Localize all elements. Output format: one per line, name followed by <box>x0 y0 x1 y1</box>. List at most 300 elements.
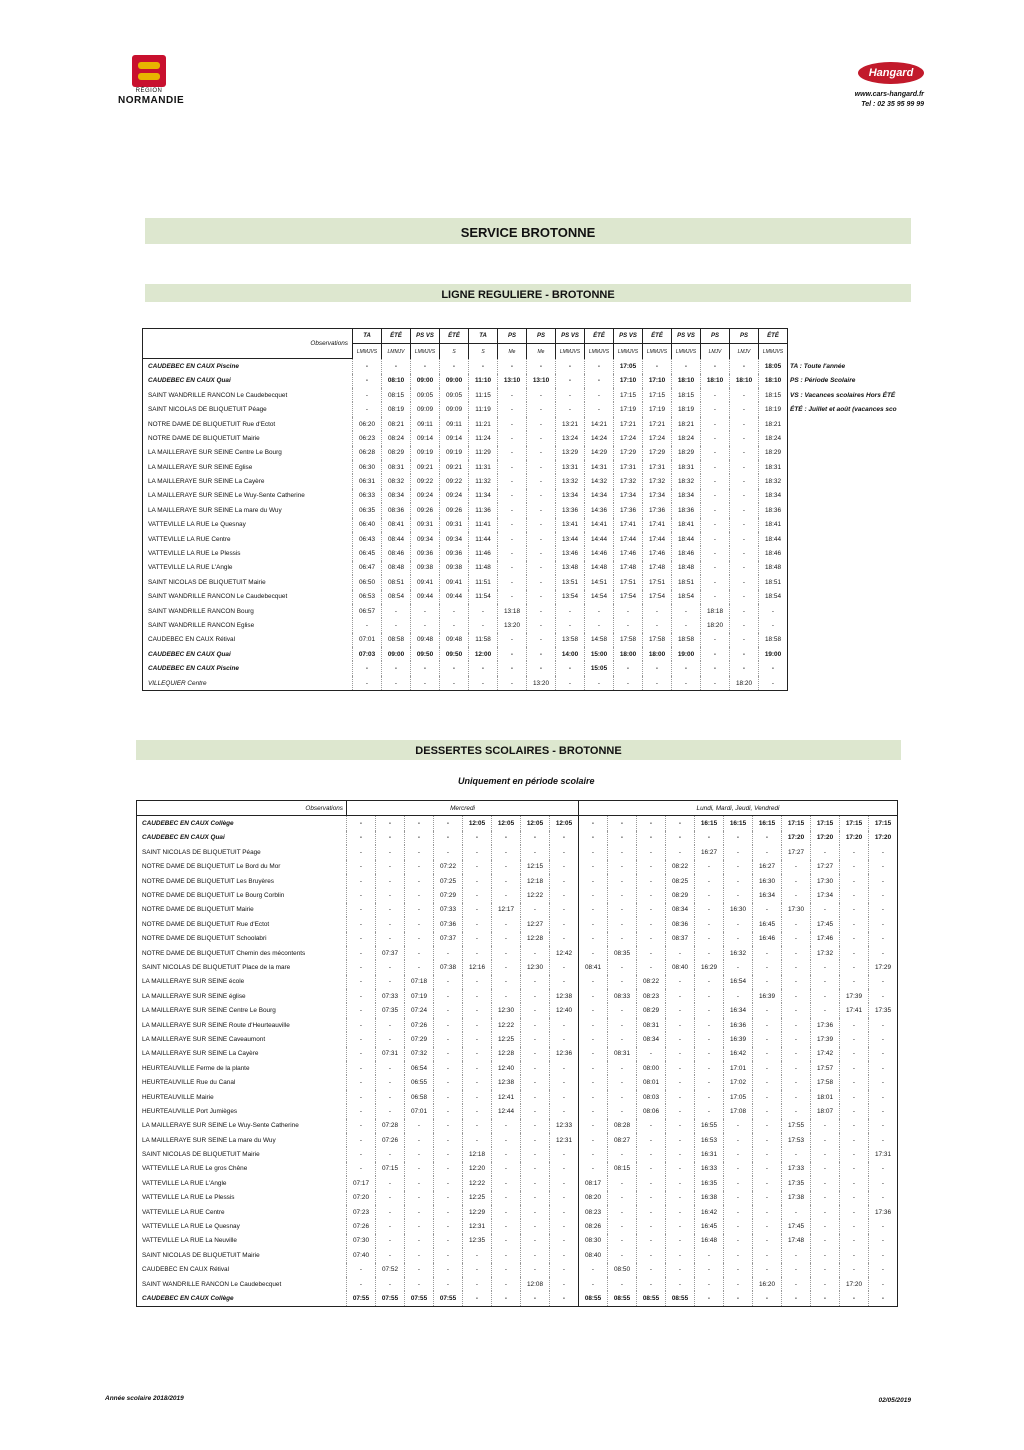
time-cell: 08:15 <box>382 388 411 402</box>
table-row <box>137 1277 898 1291</box>
time-cell: - <box>608 1061 637 1075</box>
time-cell: 12:28 <box>492 1047 521 1061</box>
time-cell: - <box>869 1090 898 1104</box>
time-cell: - <box>556 676 585 691</box>
normandy-shield-icon <box>132 55 166 87</box>
time-cell: 16:39 <box>753 989 782 1003</box>
time-cell: 17:41 <box>643 518 672 532</box>
time-cell: 11:21 <box>469 417 498 431</box>
time-cell: 09:11 <box>440 417 469 431</box>
time-cell: - <box>782 917 811 931</box>
time-cell: - <box>782 960 811 974</box>
column-days: Me <box>527 344 556 359</box>
time-cell: - <box>614 618 643 632</box>
stop-name: NOTRE DAME DE BLIQUETUIT Le Bourg Corblin <box>142 892 285 900</box>
time-cell: - <box>753 831 782 845</box>
time-cell: 07:36 <box>434 917 463 931</box>
time-cell: - <box>701 546 730 560</box>
time-cell: - <box>550 960 579 974</box>
time-cell: - <box>608 1075 637 1089</box>
time-cell: - <box>753 1263 782 1277</box>
time-cell: 17:32 <box>811 946 840 960</box>
time-cell: - <box>376 1219 405 1233</box>
time-cell: - <box>608 1003 637 1017</box>
table-row <box>137 946 898 960</box>
time-cell: 16:27 <box>695 845 724 859</box>
table-row <box>143 661 788 675</box>
time-cell: - <box>550 845 579 859</box>
time-cell: - <box>608 1234 637 1248</box>
time-cell: 17:20 <box>840 1277 869 1291</box>
time-cell: - <box>521 1147 550 1161</box>
time-cell: - <box>759 676 788 691</box>
time-cell: - <box>585 374 614 388</box>
time-cell: 14:00 <box>556 647 585 661</box>
time-cell: - <box>527 359 556 374</box>
time-cell: - <box>811 989 840 1003</box>
time-cell: - <box>840 1191 869 1205</box>
time-cell: 18:21 <box>672 417 701 431</box>
time-cell: - <box>753 1075 782 1089</box>
time-cell: - <box>840 1147 869 1161</box>
time-cell: - <box>463 1061 492 1075</box>
time-cell: 07:23 <box>347 1205 376 1219</box>
time-cell: 18:54 <box>672 590 701 604</box>
time-cell: 17:36 <box>643 503 672 517</box>
time-cell: - <box>579 1277 608 1291</box>
time-cell: 07:26 <box>347 1219 376 1233</box>
time-cell: 09:41 <box>411 575 440 589</box>
time-cell: 16:33 <box>695 1162 724 1176</box>
time-cell: 12:15 <box>521 860 550 874</box>
time-cell: 15:00 <box>585 647 614 661</box>
time-cell: - <box>347 816 376 831</box>
time-cell: 08:41 <box>579 960 608 974</box>
time-cell: 18:00 <box>614 647 643 661</box>
time-cell: - <box>753 1147 782 1161</box>
table-row <box>143 417 788 431</box>
time-cell: - <box>695 975 724 989</box>
time-cell: 08:55 <box>579 1291 608 1306</box>
time-cell: - <box>579 1133 608 1147</box>
stop-name: VATTEVILLE LA RUE Le gros Chêne <box>142 1165 248 1173</box>
time-cell: 07:22 <box>434 860 463 874</box>
time-cell: - <box>672 359 701 374</box>
time-cell: - <box>579 1061 608 1075</box>
time-cell: 18:07 <box>811 1104 840 1118</box>
column-code: TA <box>469 329 498 344</box>
time-cell: 07:26 <box>405 1018 434 1032</box>
time-cell: 09:00 <box>382 647 411 661</box>
time-cell: 08:55 <box>666 1291 695 1306</box>
time-cell: - <box>492 1205 521 1219</box>
time-cell: - <box>730 647 759 661</box>
time-cell: 06:58 <box>405 1090 434 1104</box>
time-cell: - <box>869 1248 898 1262</box>
time-cell: - <box>550 1205 579 1219</box>
time-cell: - <box>782 874 811 888</box>
time-cell: 18:36 <box>759 503 788 517</box>
time-cell: 18:15 <box>759 388 788 402</box>
time-cell: - <box>869 1291 898 1306</box>
time-cell: 12:22 <box>521 888 550 902</box>
time-cell: - <box>463 946 492 960</box>
time-cell: - <box>840 917 869 931</box>
time-cell: - <box>672 661 701 675</box>
table-row <box>143 561 788 575</box>
time-cell: - <box>492 1291 521 1306</box>
time-cell: - <box>695 1075 724 1089</box>
time-cell: - <box>405 888 434 902</box>
time-cell: - <box>492 845 521 859</box>
time-cell: - <box>869 1061 898 1075</box>
time-cell: - <box>730 633 759 647</box>
time-cell: - <box>579 1119 608 1133</box>
time-cell: - <box>695 1291 724 1306</box>
column-code: ÉTÉ <box>759 329 788 344</box>
time-cell: - <box>695 1248 724 1262</box>
stop-name: VATTEVILLE LA RUE La Neuville <box>142 1237 237 1245</box>
time-cell: 18:00 <box>643 647 672 661</box>
time-cell: - <box>434 975 463 989</box>
time-cell: 17:54 <box>643 590 672 604</box>
time-cell: 18:29 <box>759 446 788 460</box>
time-cell: - <box>701 590 730 604</box>
time-cell: 09:21 <box>411 460 440 474</box>
time-cell: - <box>666 1191 695 1205</box>
time-cell: - <box>463 1047 492 1061</box>
time-cell: 16:45 <box>753 917 782 931</box>
time-cell: - <box>405 903 434 917</box>
stop-name: LA MAILLERAYE SUR SEINE Le Wuy-Sente Catherine <box>142 1122 299 1130</box>
time-cell: - <box>347 860 376 874</box>
time-cell: - <box>434 1047 463 1061</box>
time-cell: 08:40 <box>579 1248 608 1262</box>
time-cell: - <box>405 917 434 931</box>
time-cell: - <box>434 1162 463 1176</box>
time-cell: 08:22 <box>666 860 695 874</box>
time-cell: 07:26 <box>376 1133 405 1147</box>
column-code: PS <box>498 329 527 344</box>
time-cell: 12:31 <box>550 1133 579 1147</box>
time-cell: 06:23 <box>353 431 382 445</box>
time-cell: 12:05 <box>550 816 579 831</box>
time-cell: - <box>637 1133 666 1147</box>
phone-number: Tel : 02 35 95 99 99 <box>861 101 924 108</box>
time-cell: - <box>521 1047 550 1061</box>
stop-name: VATTEVILLE LA RUE Le Quesnay <box>142 1223 240 1231</box>
time-cell: 07:31 <box>376 1047 405 1061</box>
time-cell: 13:31 <box>556 460 585 474</box>
time-cell: - <box>730 388 759 402</box>
time-cell: - <box>753 1291 782 1306</box>
time-cell: 17:58 <box>614 633 643 647</box>
time-cell: - <box>579 1104 608 1118</box>
time-cell: - <box>463 1018 492 1032</box>
time-cell: - <box>579 1075 608 1089</box>
time-cell: 08:21 <box>382 417 411 431</box>
time-cell: - <box>550 917 579 931</box>
time-cell: - <box>347 1162 376 1176</box>
time-cell: - <box>550 1061 579 1075</box>
time-cell: - <box>463 874 492 888</box>
time-cell: - <box>869 903 898 917</box>
time-cell: - <box>840 932 869 946</box>
time-cell: 18:46 <box>759 546 788 560</box>
time-cell: 17:45 <box>811 917 840 931</box>
time-cell: - <box>434 1061 463 1075</box>
observations-label: Observations <box>143 329 353 359</box>
time-cell: 08:23 <box>579 1205 608 1219</box>
time-cell: 11:36 <box>469 503 498 517</box>
time-cell: - <box>701 388 730 402</box>
time-cell: 08:50 <box>608 1263 637 1277</box>
time-cell: - <box>724 932 753 946</box>
time-cell: - <box>579 917 608 931</box>
time-cell: 09:21 <box>440 460 469 474</box>
time-cell: 17:02 <box>724 1075 753 1089</box>
time-cell: - <box>376 860 405 874</box>
column-code: PS <box>730 329 759 344</box>
time-cell: - <box>498 546 527 560</box>
time-cell: - <box>869 1219 898 1233</box>
time-cell: 08:32 <box>382 474 411 488</box>
column-days: LMJV <box>701 344 730 359</box>
time-cell: 09:36 <box>411 546 440 560</box>
time-cell: - <box>608 975 637 989</box>
time-cell: - <box>498 446 527 460</box>
time-cell: 06:30 <box>353 460 382 474</box>
time-cell: - <box>695 946 724 960</box>
time-cell: - <box>463 932 492 946</box>
time-cell: - <box>440 661 469 675</box>
time-cell: 17:36 <box>811 1018 840 1032</box>
time-cell: - <box>550 1263 579 1277</box>
page-title: SERVICE BROTONNE <box>460 225 596 240</box>
time-cell: - <box>637 1263 666 1277</box>
time-cell: 12:27 <box>521 917 550 931</box>
time-cell: - <box>840 1075 869 1089</box>
time-cell: 07:29 <box>434 888 463 902</box>
time-cell: - <box>701 647 730 661</box>
time-cell: - <box>376 1191 405 1205</box>
stop-name: VATTEVILLE LA RUE L'Angle <box>142 1179 227 1187</box>
time-cell: - <box>724 860 753 874</box>
time-cell: 09:05 <box>440 388 469 402</box>
time-cell: - <box>724 960 753 974</box>
time-cell: 08:55 <box>637 1291 666 1306</box>
time-cell: 08:34 <box>637 1032 666 1046</box>
time-cell: - <box>724 1291 753 1306</box>
column-code: PS <box>527 329 556 344</box>
time-cell: 12:44 <box>492 1104 521 1118</box>
time-cell: - <box>753 1234 782 1248</box>
time-cell: - <box>405 874 434 888</box>
time-cell: - <box>811 903 840 917</box>
time-cell: 08:55 <box>608 1291 637 1306</box>
time-cell: - <box>637 874 666 888</box>
time-cell: - <box>614 604 643 618</box>
time-cell: 18:36 <box>672 503 701 517</box>
time-cell: - <box>637 1147 666 1161</box>
time-cell: - <box>440 359 469 374</box>
time-cell: - <box>527 633 556 647</box>
stop-name: VATTEVILLE LA RUE Le Quesnay <box>148 521 246 529</box>
time-cell: 07:25 <box>434 874 463 888</box>
time-cell: - <box>353 618 382 632</box>
time-cell: 17:39 <box>840 989 869 1003</box>
time-cell: 17:31 <box>643 460 672 474</box>
time-cell: - <box>782 932 811 946</box>
time-cell: - <box>556 402 585 416</box>
time-cell: - <box>782 1248 811 1262</box>
column-code: PS VS <box>411 329 440 344</box>
column-code: PS VS <box>614 329 643 344</box>
time-cell: 18:24 <box>759 431 788 445</box>
time-cell: 17:48 <box>782 1234 811 1248</box>
time-cell: 17:29 <box>614 446 643 460</box>
time-cell: 14:54 <box>585 590 614 604</box>
time-cell: 08:03 <box>637 1090 666 1104</box>
stop-name: LA MAILLERAYE SUR SEINE Centre Le Bourg <box>142 1007 276 1015</box>
time-cell: - <box>521 1219 550 1233</box>
time-cell: - <box>556 388 585 402</box>
time-cell: - <box>724 831 753 845</box>
time-cell: 06:53 <box>353 590 382 604</box>
time-cell: - <box>724 1176 753 1190</box>
time-cell: - <box>498 647 527 661</box>
time-cell: - <box>666 831 695 845</box>
time-cell: - <box>463 1133 492 1147</box>
stop-name: CAUDEBEC EN CAUX Rétival <box>142 1266 230 1274</box>
time-cell: - <box>550 1075 579 1089</box>
time-cell: - <box>637 816 666 831</box>
table-row <box>143 446 788 460</box>
time-cell: 12:18 <box>521 874 550 888</box>
time-cell: - <box>376 888 405 902</box>
time-cell: 06:20 <box>353 417 382 431</box>
time-cell: - <box>585 359 614 374</box>
time-cell: - <box>695 1032 724 1046</box>
time-cell: 17:15 <box>869 816 898 831</box>
time-cell: 18:51 <box>759 575 788 589</box>
time-cell: - <box>579 932 608 946</box>
time-cell: - <box>353 359 382 374</box>
time-cell: 07:40 <box>347 1248 376 1262</box>
time-cell: - <box>782 1090 811 1104</box>
time-cell: - <box>730 417 759 431</box>
stop-name: SAINT WANDRILLE RANCON Le Caudebecquet <box>148 593 288 601</box>
time-cell: - <box>753 1162 782 1176</box>
time-cell: 18:34 <box>759 489 788 503</box>
time-cell: - <box>724 1119 753 1133</box>
time-cell: - <box>405 1205 434 1219</box>
time-cell: - <box>579 1047 608 1061</box>
time-cell: - <box>434 1219 463 1233</box>
time-cell: - <box>347 946 376 960</box>
time-cell: 09:19 <box>440 446 469 460</box>
time-cell: - <box>637 1205 666 1219</box>
time-cell: - <box>840 1119 869 1133</box>
time-cell: - <box>376 1234 405 1248</box>
time-cell: - <box>730 460 759 474</box>
time-cell: - <box>376 1018 405 1032</box>
time-cell: - <box>579 1003 608 1017</box>
time-cell: - <box>811 1248 840 1262</box>
time-cell: 18:10 <box>730 374 759 388</box>
time-cell: - <box>376 1061 405 1075</box>
time-cell: 08:19 <box>382 402 411 416</box>
time-cell: 17:05 <box>724 1090 753 1104</box>
time-cell: 13:54 <box>556 590 585 604</box>
time-cell: 18:41 <box>759 518 788 532</box>
time-cell: - <box>353 388 382 402</box>
time-cell: 08:54 <box>382 590 411 604</box>
time-cell: 07:20 <box>347 1191 376 1205</box>
time-cell: - <box>440 618 469 632</box>
time-cell: - <box>347 932 376 946</box>
time-cell: - <box>753 1047 782 1061</box>
time-cell: - <box>492 888 521 902</box>
time-cell: 09:00 <box>440 374 469 388</box>
time-cell: - <box>463 1003 492 1017</box>
time-cell: 18:19 <box>672 402 701 416</box>
time-cell: - <box>585 402 614 416</box>
time-cell: - <box>492 960 521 974</box>
time-cell: 08:22 <box>637 975 666 989</box>
time-cell: 17:20 <box>840 831 869 845</box>
time-cell: 09:24 <box>440 489 469 503</box>
region-normandie-logo <box>118 55 198 107</box>
time-cell: 09:34 <box>440 532 469 546</box>
time-cell: - <box>492 1234 521 1248</box>
time-cell: - <box>492 1176 521 1190</box>
time-cell: - <box>469 661 498 675</box>
time-cell: 08:34 <box>382 489 411 503</box>
website-link[interactable]: www.cars-hangard.fr <box>854 91 924 98</box>
time-cell: 17:58 <box>811 1075 840 1089</box>
time-cell: - <box>637 1162 666 1176</box>
time-cell: 07:24 <box>405 1003 434 1017</box>
time-cell: - <box>434 1003 463 1017</box>
time-cell: - <box>550 888 579 902</box>
time-cell: 12:40 <box>492 1061 521 1075</box>
time-cell: 17:15 <box>614 388 643 402</box>
time-cell: - <box>701 676 730 691</box>
time-cell: - <box>840 1090 869 1104</box>
stop-name: LA MAILLERAYE SUR SEINE La Cayère <box>142 1050 259 1058</box>
time-cell: - <box>434 1147 463 1161</box>
time-cell: - <box>666 1234 695 1248</box>
time-cell: 09:26 <box>440 503 469 517</box>
time-cell: - <box>376 831 405 845</box>
time-cell: - <box>469 618 498 632</box>
time-cell: - <box>869 1263 898 1277</box>
column-code: PS VS <box>556 329 585 344</box>
time-cell: - <box>782 1147 811 1161</box>
column-days: S <box>469 344 498 359</box>
time-cell: 08:15 <box>608 1162 637 1176</box>
time-cell: 16:35 <box>695 1176 724 1190</box>
time-cell: - <box>382 661 411 675</box>
time-cell: - <box>527 618 556 632</box>
time-cell: 08:00 <box>637 1061 666 1075</box>
time-cell: - <box>550 860 579 874</box>
time-cell: - <box>521 1234 550 1248</box>
time-cell: 12:22 <box>492 1018 521 1032</box>
stop-name: LA MAILLERAYE SUR SEINE Le Wuy-Sente Catherine <box>148 492 305 500</box>
time-cell: 09:36 <box>440 546 469 560</box>
